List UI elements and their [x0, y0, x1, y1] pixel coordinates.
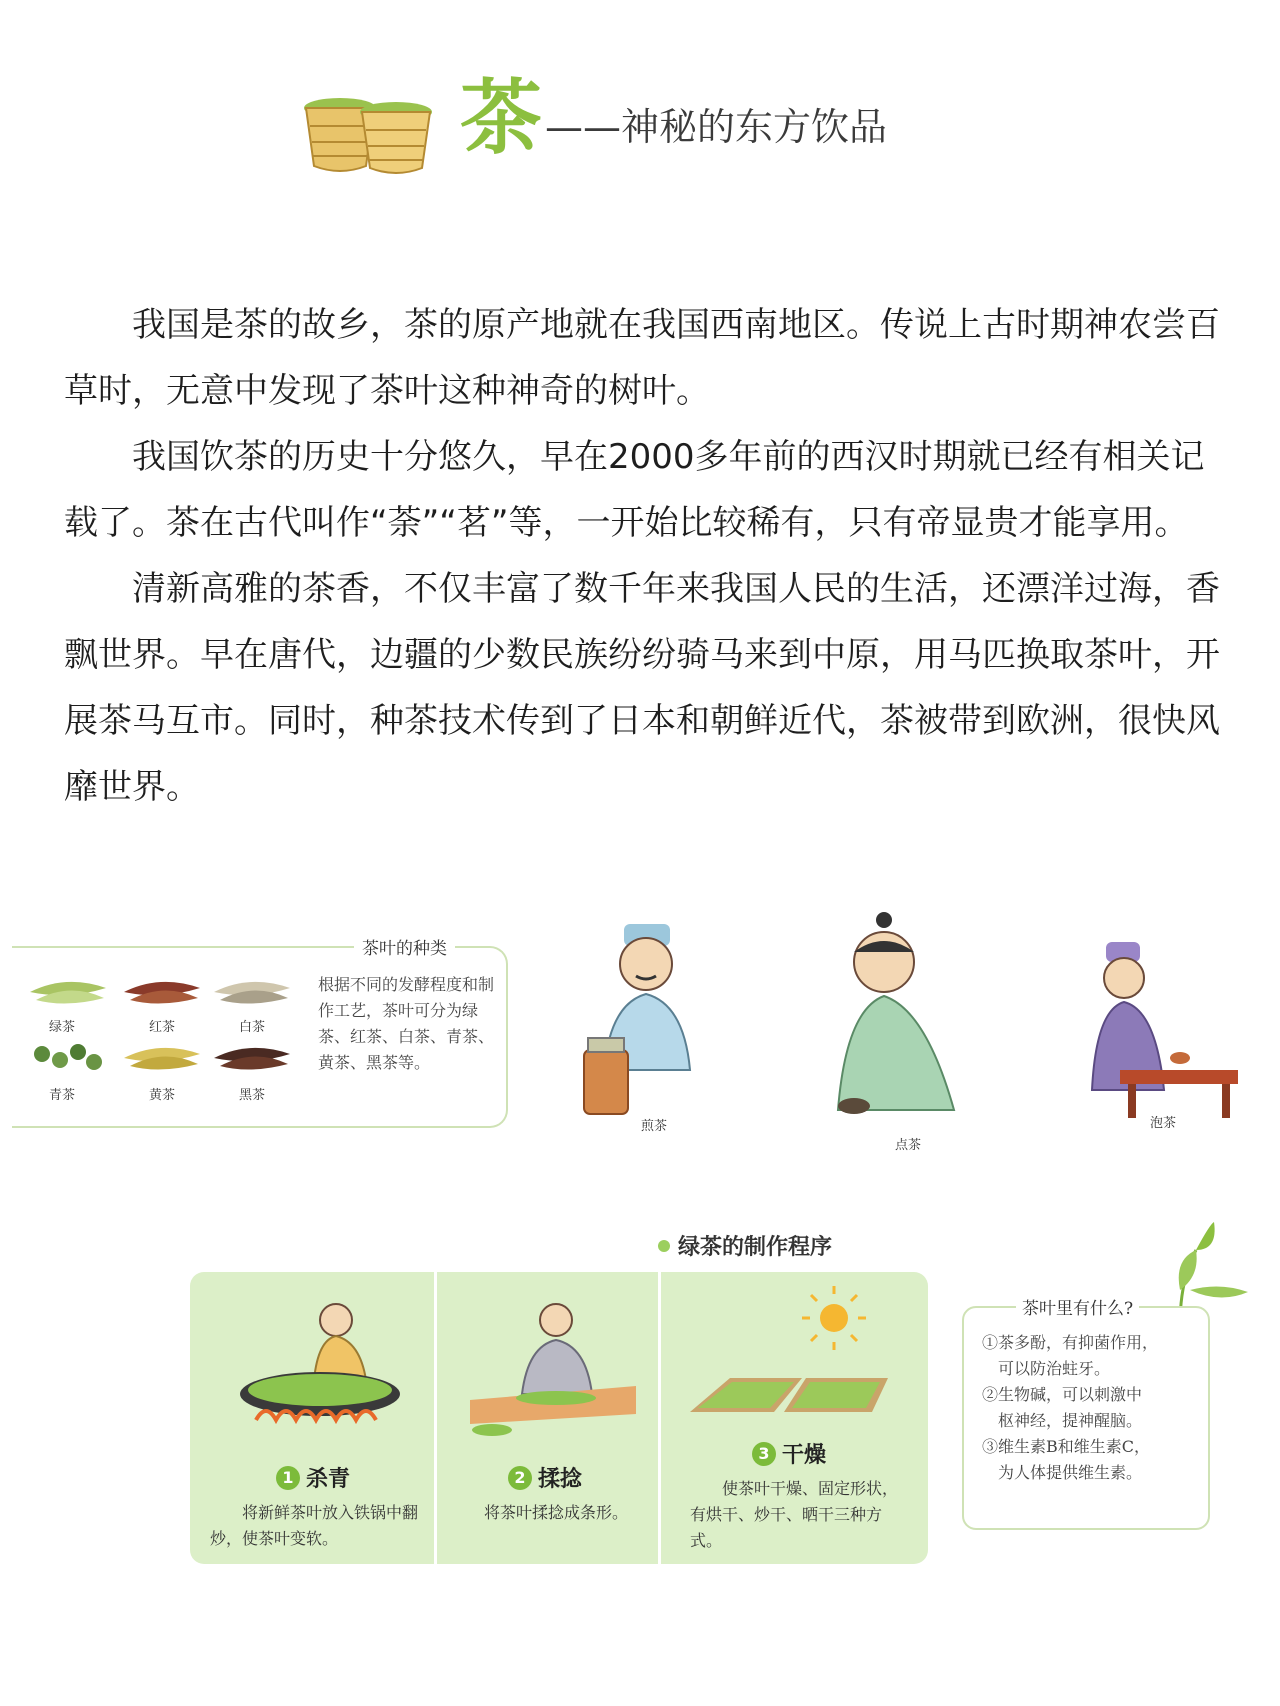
tea-type-label: 白茶: [238, 1020, 265, 1035]
process-heading-bullet: [658, 1240, 670, 1252]
tea-contents-line: ①茶多酚，有抑菌作用，: [982, 1333, 1159, 1352]
tea-contents-line: 可以防治蛀牙。: [982, 1359, 1111, 1378]
dark-tea-leaves-icon: [210, 1036, 294, 1076]
rolling-leaves-illustration: [470, 1290, 636, 1442]
paragraph-2: 我国饮茶的历史十分悠久，早在2000多年前的西汉时期就已经有相关记载了。茶在古代叫作“荼”“茗”等，一开始比较稀有，只有帝显贵才能享用。: [64, 437, 1205, 543]
pao-tea-figure: [1080, 940, 1240, 1120]
green-tea-leaves-icon: [26, 970, 110, 1010]
tea-type-label: 黄茶: [148, 1088, 175, 1103]
process-heading: 绿茶的制作程序: [678, 1235, 833, 1260]
tea-contents-line: 为人体提供维生素。: [982, 1463, 1143, 1482]
step-1-description: 将新鲜茶叶放入铁锅中翻炒，使茶叶变软。: [210, 1503, 419, 1548]
intro-text: [64, 292, 1234, 820]
tea-types-title: 茶叶的种类: [354, 934, 455, 959]
sun-drying-illustration: [688, 1282, 914, 1432]
stir-fry-wok-illustration: [236, 1290, 406, 1442]
step-1-number: 1: [276, 1466, 300, 1490]
tea-contents-line: ③维生素B和维生素C，: [982, 1437, 1151, 1456]
jian-tea-figure: [580, 920, 710, 1130]
step-2-description: 将茶叶揉捻成条形。: [484, 1503, 629, 1522]
figure-caption-dian: 点茶: [895, 1138, 922, 1153]
black-tea-leaves-icon: [120, 970, 204, 1010]
paragraph-1: 我国是茶的故乡，茶的原产地就在我国西南地区。传说上古时期神农尝百草时，无意中发现了茶叶这种神奇的树叶。: [64, 305, 1220, 411]
tea-contents-list: [982, 1330, 1202, 1486]
dian-tea-figure: [822, 910, 972, 1130]
title-subtitle: ——神秘的东方饮品: [545, 105, 888, 149]
step-1-name: 杀青: [306, 1467, 351, 1492]
yellow-tea-leaves-icon: [120, 1036, 204, 1076]
tea-type-label: 黑茶: [238, 1088, 265, 1103]
tea-contents-title: 茶叶里有什么?: [1016, 1294, 1139, 1319]
step-2-name: 揉捻: [538, 1467, 583, 1492]
tea-contents-line: 枢神经，提神醒脑。: [982, 1411, 1143, 1430]
step-2-number: 2: [508, 1466, 532, 1490]
tea-type-label: 绿茶: [48, 1020, 75, 1035]
tea-contents-line: ②生物碱，可以刺激中: [982, 1385, 1143, 1404]
step-3-number: 3: [752, 1442, 776, 1466]
tea-basket-illustration: [300, 88, 440, 178]
oolong-tea-leaves-icon: [26, 1036, 110, 1076]
process-divider: [658, 1272, 661, 1564]
tea-type-label: 青茶: [48, 1088, 75, 1103]
step-3-description: 使茶叶干燥、固定形状，有烘干、炒干、晒干三种方式。: [690, 1479, 899, 1550]
process-divider: [434, 1272, 437, 1564]
paragraph-3: 清新高雅的茶香，不仅丰富了数千年来我国人民的生活，还漂洋过海，香飘世界。早在唐代，边疆的少数民族纷纷骑马来到中原，用马匹换取茶叶，开展茶马互市。同时，种茶技术传到了日本和朝鲜近代，茶被带到欧洲，很快风靡世界。: [64, 569, 1220, 807]
white-tea-leaves-icon: [210, 970, 294, 1010]
tea-type-label: 红茶: [148, 1020, 175, 1035]
step-3-name: 干燥: [782, 1443, 827, 1468]
tea-types-description: 根据不同的发酵程度和制作工艺，茶叶可分为绿茶、红茶、白茶、青茶、黄茶、黑茶等。: [318, 975, 495, 1072]
title-main-character: 茶: [460, 71, 543, 166]
figure-caption-jian: 煎茶: [641, 1119, 668, 1134]
figure-caption-pao: 泡茶: [1150, 1116, 1177, 1131]
